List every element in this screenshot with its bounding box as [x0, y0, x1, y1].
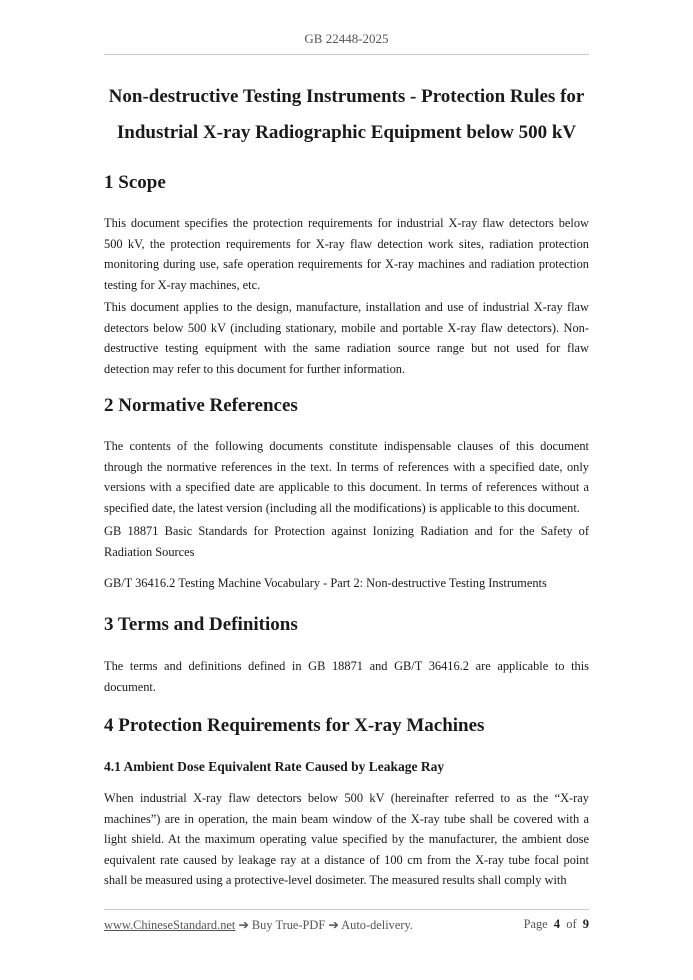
normative-reference-gb18871: GB 18871 Basic Standards for Protection against Ionizing Radiation and for the Safety of Radiation Sources [104, 524, 589, 559]
normative-paragraph-1: The contents of the following documents constitute indispensable clauses of this document through the normative references in the text. In terms of references with a specified date, only versions with a specified date are applicable to this document. In terms of references without a specified date, the latest version (including all the modifications) is applicable to this document. [104, 439, 589, 515]
arrow-right-icon: ➔ [325, 918, 342, 932]
scope-paragraph-1: This document specifies the protection requirements for industrial X-ray flaw detectors below 500 kV, the protection requirements for X-ray flaw detection work sites, radiation protection monitoring during use, safe operation requirements for X-ray machines and radiation protection testing for X-ray machines, etc. [104, 216, 589, 292]
section-heading-protection-requirements: 4 Protection Requirements for X-ray Machines [104, 715, 485, 736]
section-heading-scope: 1 Scope [104, 172, 166, 193]
chinesestandard-link[interactable]: www.ChineseStandard.net [104, 918, 236, 932]
scope-paragraph-2: This document applies to the design, manufacture, installation and use of industrial X-ray flaw detectors below 500 kV (including stationary, mobile and portable X-ray flaw detectors). Non-destructive testing equipment with the same radiation source range but not used for flaw detection may refer to this document for further information. [104, 300, 589, 376]
section-heading-terms-definitions: 3 Terms and Definitions [104, 614, 298, 635]
arrow-right-icon: ➔ [235, 918, 252, 932]
current-page-number: 4 [553, 917, 561, 931]
footer-promo [104, 917, 413, 933]
document-title-line-1: Non-destructive Testing Instruments - Protection Rules for [108, 86, 585, 107]
standard-number-header: GB 22448-2025 [304, 31, 389, 46]
page-footer [104, 917, 589, 935]
page-label: Page [523, 917, 548, 931]
document-title-line-2: Industrial X-ray Radiographic Equipment below 500 kV [116, 122, 577, 143]
auto-delivery-text: Auto-delivery. [341, 918, 413, 932]
subsection-heading-4-1: 4.1 Ambient Dose Equivalent Rate Caused by Leakage Ray [104, 759, 445, 774]
normative-reference-gbt36416: GB/T 36416.2 Testing Machine Vocabulary - Part 2: Non-destructive Testing Instruments [104, 576, 547, 590]
protection-paragraph-1: When industrial X-ray flaw detectors below 500 kV (hereinafter referred to as the “X-ray machines”) are in operation, the main beam window of the X-ray tube shall be covered with a light shield. At the maximum operating value specified by the manufacturer, the ambient dose equivalent rate caused by leakage ray at a distance of 100 cm from the X-ray tube focal point shall be measured using a protective-level dosimeter. The measured results shall comply with [104, 791, 589, 888]
header-divider [104, 54, 589, 55]
buy-true-pdf-text: Buy True-PDF [251, 918, 326, 932]
page-indicator [524, 917, 589, 932]
section-heading-normative-references: 2 Normative References [104, 395, 298, 416]
of-label: of [566, 917, 577, 931]
terms-paragraph-1: The terms and definitions defined in GB 18871 and GB/T 36416.2 are applicable to this document. [104, 659, 589, 694]
total-pages-number: 9 [582, 917, 589, 931]
footer-divider [104, 909, 589, 910]
